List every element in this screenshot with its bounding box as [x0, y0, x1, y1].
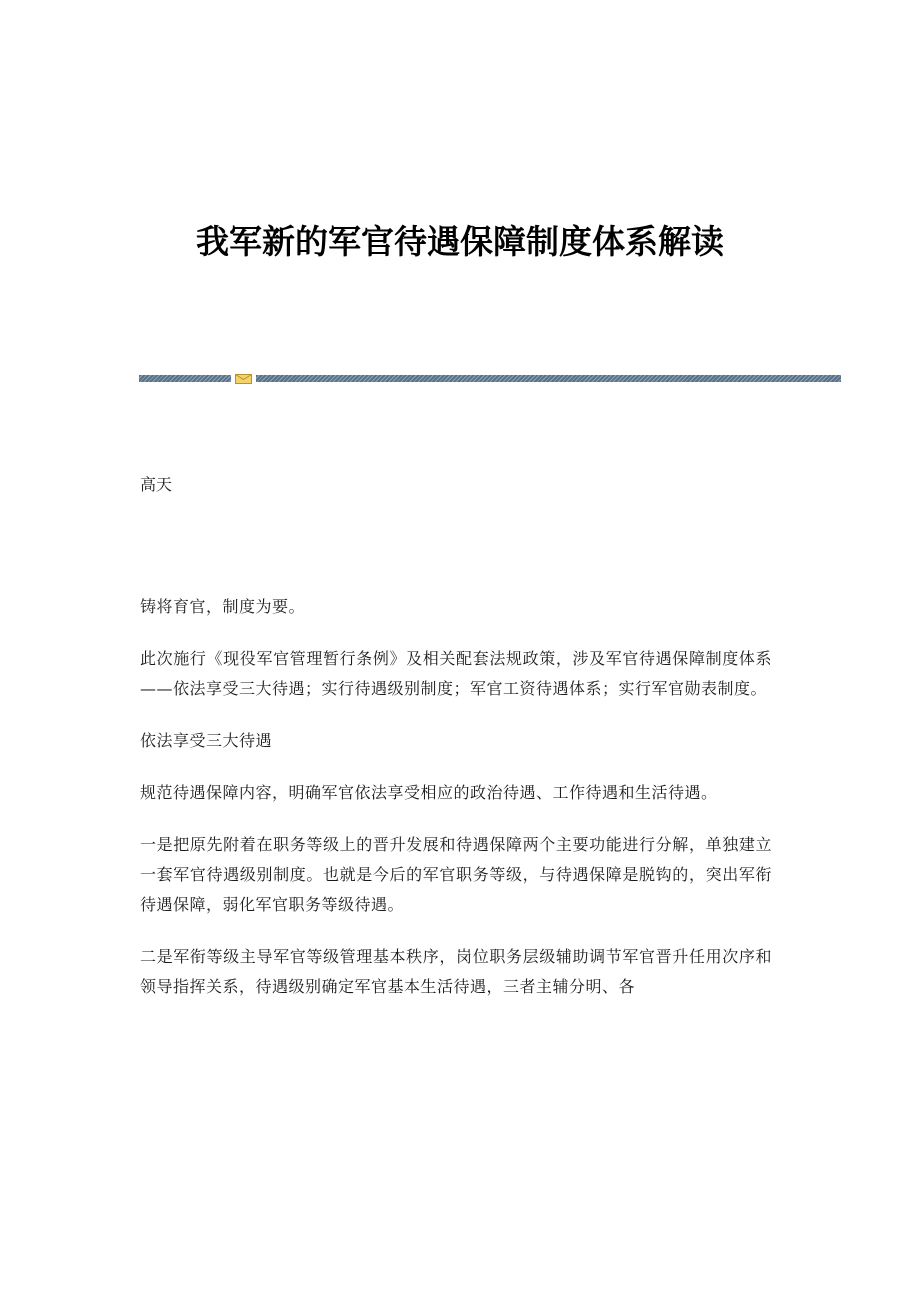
author-name: 高天	[140, 475, 173, 494]
section-heading: 依法享受三大待遇	[140, 731, 273, 750]
article-body	[140, 592, 772, 1024]
paragraph: 二是军衔等级主导军官等级管理基本秩序，岗位职务层级辅助调节军官晋升任用次序和领导指挥关系，待遇级别确定军官基本生活待遇，三者主辅分明、各	[140, 947, 772, 996]
title-divider	[139, 374, 841, 384]
divider-bar-right	[256, 375, 841, 382]
paragraph: 一是把原先附着在职务等级上的晋升发展和待遇保障两个主要功能进行分解，单独建立一套军官待遇级别制度。也就是今后的军官职务等级，与待遇保障是脱钩的，突出军衔待遇保障，弱化军官职务等级待遇。	[140, 835, 772, 914]
paragraph: 铸将育官，制度为要。	[140, 597, 306, 616]
envelope-icon	[235, 374, 252, 384]
paragraph: 规范待遇保障内容，明确军官依法享受相应的政治待遇、工作待遇和生活待遇。	[140, 783, 718, 802]
divider-bar-left	[139, 375, 231, 382]
document-title: 我军新的军官待遇保障制度体系解读	[196, 222, 724, 261]
paragraph: 此次施行《现役军官管理暂行条例》及相关配套法规政策，涉及军官待遇保障制度体系——依法享受三大待遇；实行待遇级别制度；军官工资待遇体系；实行军官勋表制度。	[140, 649, 772, 698]
